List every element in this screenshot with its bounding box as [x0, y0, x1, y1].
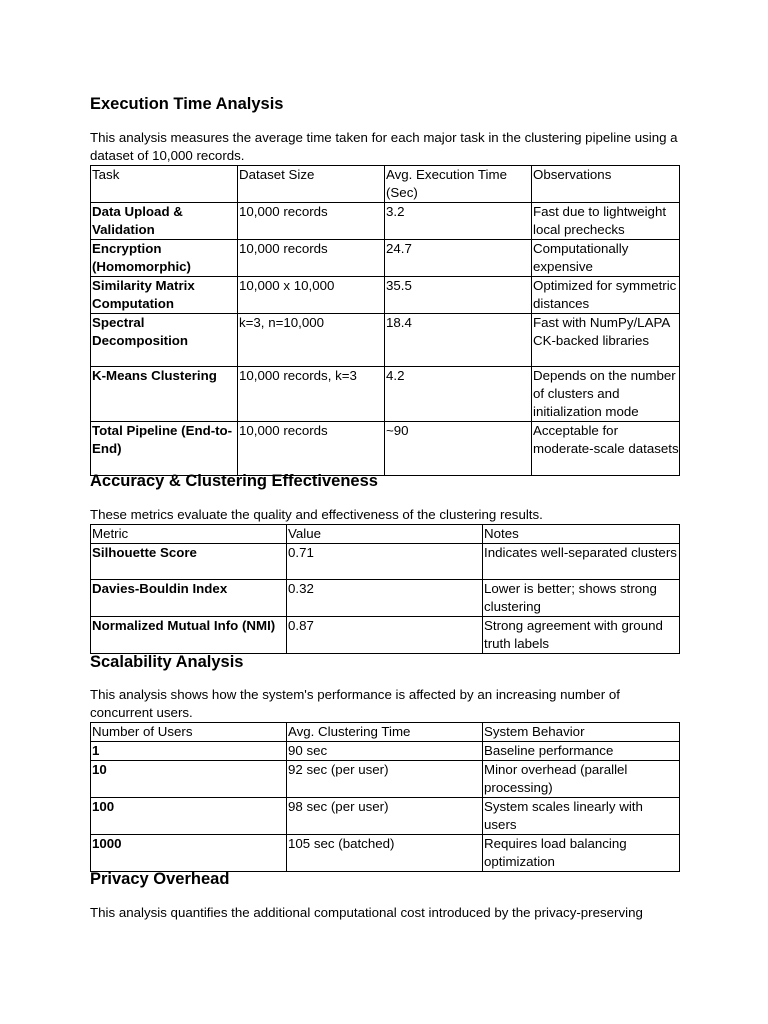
table-cell: 92 sec (per user)	[287, 761, 483, 798]
table-cell: Fast with NumPy/LAPACK-backed libraries	[532, 314, 680, 367]
table-cell: 1	[91, 742, 287, 761]
table-header-cell: Avg. Execution Time (Sec)	[385, 166, 532, 203]
table-header-cell: Number of Users	[91, 723, 287, 742]
table-cell: Encryption (Homomorphic)	[91, 240, 238, 277]
table-cell: Data Upload & Validation	[91, 203, 238, 240]
table-cell: 24.7	[385, 240, 532, 277]
table-cell: 1000	[91, 835, 287, 872]
table-header-row	[91, 166, 680, 203]
table-header-cell: Observations	[532, 166, 680, 203]
table-header-cell: Task	[91, 166, 238, 203]
table-cell: Requires load balancing optimization	[483, 835, 680, 872]
table-cell: Computationally expensive	[532, 240, 680, 277]
table-header-cell: Avg. Clustering Time	[287, 723, 483, 742]
table-cell: Acceptable for moderate-scale datasets	[532, 422, 680, 476]
table-cell: 18.4	[385, 314, 532, 367]
table-cell: k=3, n=10,000	[238, 314, 385, 367]
section-intro-accuracy: These metrics evaluate the quality and effectiveness of the clustering results.	[90, 507, 543, 522]
section-intro-execution: This analysis measures the average time taken for each major task in the clustering pipeline using a dataset of 10,000 records.	[90, 130, 678, 163]
scalability-table	[90, 722, 680, 872]
table-cell: 98 sec (per user)	[287, 798, 483, 835]
table-cell: 10,000 x 10,000	[238, 277, 385, 314]
table-cell: System scales linearly with users	[483, 798, 680, 835]
table-cell: 0.71	[287, 544, 483, 580]
table-cell: 35.5	[385, 277, 532, 314]
table-cell: ~90	[385, 422, 532, 476]
section-intro-privacy: This analysis quantifies the additional computational cost introduced by the privacy-preserving	[90, 905, 643, 920]
table-cell: Spectral Decomposition	[91, 314, 238, 367]
table-header-cell: Metric	[91, 525, 287, 544]
table-row	[91, 422, 680, 476]
table-header-cell: Dataset Size	[238, 166, 385, 203]
table-cell: Similarity Matrix Computation	[91, 277, 238, 314]
table-cell: Baseline performance	[483, 742, 680, 761]
table-cell: 10,000 records	[238, 203, 385, 240]
table-cell: 0.87	[287, 617, 483, 654]
table-cell: Indicates well-separated clusters	[483, 544, 680, 580]
table-cell: K-Means Clustering	[91, 367, 238, 422]
table-cell: 10,000 records, k=3	[238, 367, 385, 422]
table-cell: 10,000 records	[238, 240, 385, 277]
table-cell: Davies-Bouldin Index	[91, 580, 287, 617]
table-cell: 90 sec	[287, 742, 483, 761]
table-row	[91, 761, 680, 798]
table-header-cell: System Behavior	[483, 723, 680, 742]
table-row	[91, 240, 680, 277]
section-heading-privacy: Privacy Overhead	[90, 870, 230, 888]
section-heading-scalability: Scalability Analysis	[90, 653, 244, 671]
section-heading-execution: Execution Time Analysis	[90, 95, 284, 113]
table-row	[91, 203, 680, 240]
table-row	[91, 544, 680, 580]
table-cell: Minor overhead (parallel processing)	[483, 761, 680, 798]
table-header-row	[91, 723, 680, 742]
table-cell: 105 sec (batched)	[287, 835, 483, 872]
table-row	[91, 835, 680, 872]
table-row	[91, 617, 680, 654]
table-row	[91, 314, 680, 367]
accuracy-table	[90, 524, 680, 654]
execution-time-table	[90, 165, 680, 476]
section-intro-scalability: This analysis shows how the system's performance is affected by an increasing number of concurrent users.	[90, 687, 620, 720]
table-cell: Strong agreement with ground truth labels	[483, 617, 680, 654]
table-row	[91, 798, 680, 835]
table-cell: 10,000 records	[238, 422, 385, 476]
table-cell: Silhouette Score	[91, 544, 287, 580]
table-row	[91, 277, 680, 314]
table-cell: Fast due to lightweight local prechecks	[532, 203, 680, 240]
table-cell: Lower is better; shows strong clustering	[483, 580, 680, 617]
table-header-cell: Notes	[483, 525, 680, 544]
table-header-row	[91, 525, 680, 544]
table-cell: Normalized Mutual Info (NMI)	[91, 617, 287, 654]
section-heading-accuracy: Accuracy & Clustering Effectiveness	[90, 472, 378, 490]
table-cell: 0.32	[287, 580, 483, 617]
table-cell: 4.2	[385, 367, 532, 422]
table-cell: Total Pipeline (End-to-End)	[91, 422, 238, 476]
table-row	[91, 580, 680, 617]
table-header-cell: Value	[287, 525, 483, 544]
table-row	[91, 367, 680, 422]
table-cell: 10	[91, 761, 287, 798]
table-cell: Optimized for symmetric distances	[532, 277, 680, 314]
table-cell: Depends on the number of clusters and initialization mode	[532, 367, 680, 422]
table-cell: 3.2	[385, 203, 532, 240]
table-row	[91, 742, 680, 761]
table-cell: 100	[91, 798, 287, 835]
